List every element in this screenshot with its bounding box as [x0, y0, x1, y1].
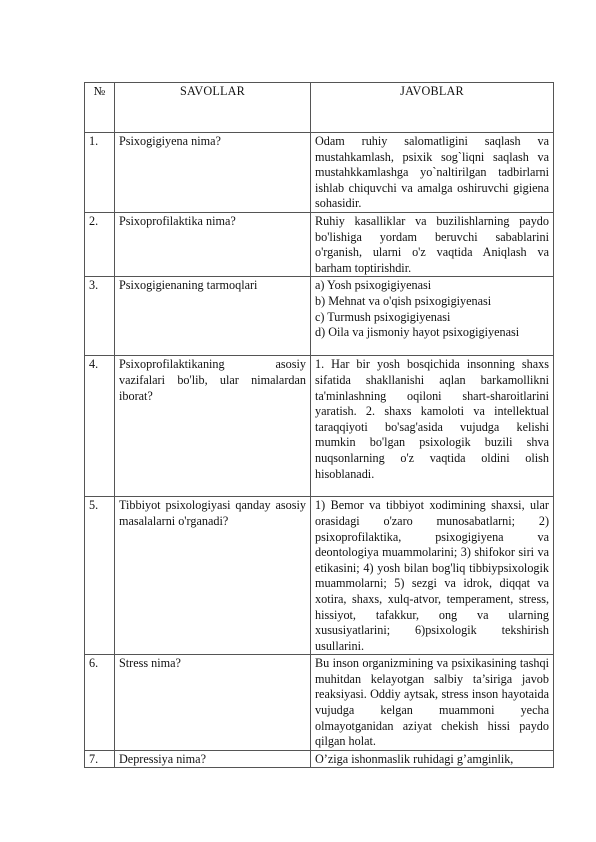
question-cell: Depressiya nima? — [115, 750, 311, 768]
qa-table — [84, 82, 554, 768]
row-number: 3. — [85, 277, 115, 356]
table-header-row — [85, 83, 554, 133]
row-number: 1. — [85, 133, 115, 213]
question-cell: Psixoprofilaktika nima? — [115, 212, 311, 276]
question-cell: Stress nima? — [115, 655, 311, 751]
answer-cell: Ruhiy kasalliklar va buzilishlarning paydo bo'lishiga yordam beruvchi sabablarini o'rganish, ularni o'z vaqtida Aniqlash va barham toptirishdir. — [311, 212, 554, 276]
question-cell: Psixogigiyena nima? — [115, 133, 311, 213]
row-number: 6. — [85, 655, 115, 751]
row-number: 4. — [85, 356, 115, 497]
table-row — [85, 655, 554, 751]
row-number: 2. — [85, 212, 115, 276]
question-cell: Psixogigienaning tarmoqlari — [115, 277, 311, 356]
questions-column-header: SAVOLLAR — [115, 83, 311, 133]
answers-column-header: JAVOBLAR — [311, 83, 554, 133]
question-cell: Tibbiyot psixologiyasi qanday asosiy masalalarni o'rganadi? — [115, 497, 311, 655]
question-cell: Psixoprofilaktikaning asosiy vazifalari bo'lib, ular nimalardan iborat? — [115, 356, 311, 497]
table-row — [85, 497, 554, 655]
answer-cell — [311, 277, 554, 356]
number-column-header: № — [85, 83, 115, 133]
row-number: 5. — [85, 497, 115, 655]
answer-line: c) Turmush psixogigiyenasi — [315, 309, 451, 324]
answer-line: d) Oila va jismoniy hayot psixogigiyenasi — [315, 325, 520, 340]
answer-line: a) Yosh psixogigiyenasi — [315, 278, 432, 293]
row-number: 7. — [85, 750, 115, 768]
table-row — [85, 212, 554, 276]
answer-cell: 1. Har bir yosh bosqichida insonning shaxs sifatida shakllanishi aqlan barkamollikni ta'minlashning oqiloni shart-sharoitlarini yaratish. 2. shaxs kamoloti va intellektual taraqqiyoti bo'sag'asida vujudga kelishi mumkin bo'lgan psixologik buzili shva nuqsonlarning o'z vaqtida oldini olish hisoblanadi. — [311, 356, 554, 497]
answer-cell: O’ziga ishonmaslik ruhidagi g’amginlik, — [311, 750, 554, 768]
answer-cell: 1) Bemor va tibbiyot xodimining shaxsi, ular orasidagi o'zaro munosabatlarni; 2) psixoprofilaktika, psixogigiyena va deontologiya muammolarini; 3) shifokor siri va etikasini; 4) yosh bilan bog'liq tibbiypsixologik muammolarni; 5) sezgi va idrok, diqqat va xotira, shaxs, xulq-atvor, temperament, stress, hissiyot, tafakkur, ong va ularning xususiyatlarini; 6)psixologik tekshirish usullarini. — [311, 497, 554, 655]
table-row — [85, 356, 554, 497]
answer-cell: Bu inson organizmining va psixikasining tashqi muhitdan kelayotgan salbiy ta’siriga javob reaksiyasi. Oddiy aytsak, stress inson hayotaida vujudga kelgan muammoni yecha olmayotganidan aziyat chekish hissi paydo qilgan holat. — [311, 655, 554, 751]
table-row — [85, 277, 554, 356]
answer-line: b) Mehnat va o'qish psixogigiyenasi — [315, 293, 492, 308]
answer-cell: Odam ruhiy salomatligini saqlash va mustahkamlash, psixik sog`liqni saqlash va mustahkkamlashga yo`naltirilgan tadbirlarni ishlab chiquvchi va amalga oshiruvchi gigiena sohasidir. — [311, 133, 554, 213]
table-row — [85, 750, 554, 768]
table-row — [85, 133, 554, 213]
